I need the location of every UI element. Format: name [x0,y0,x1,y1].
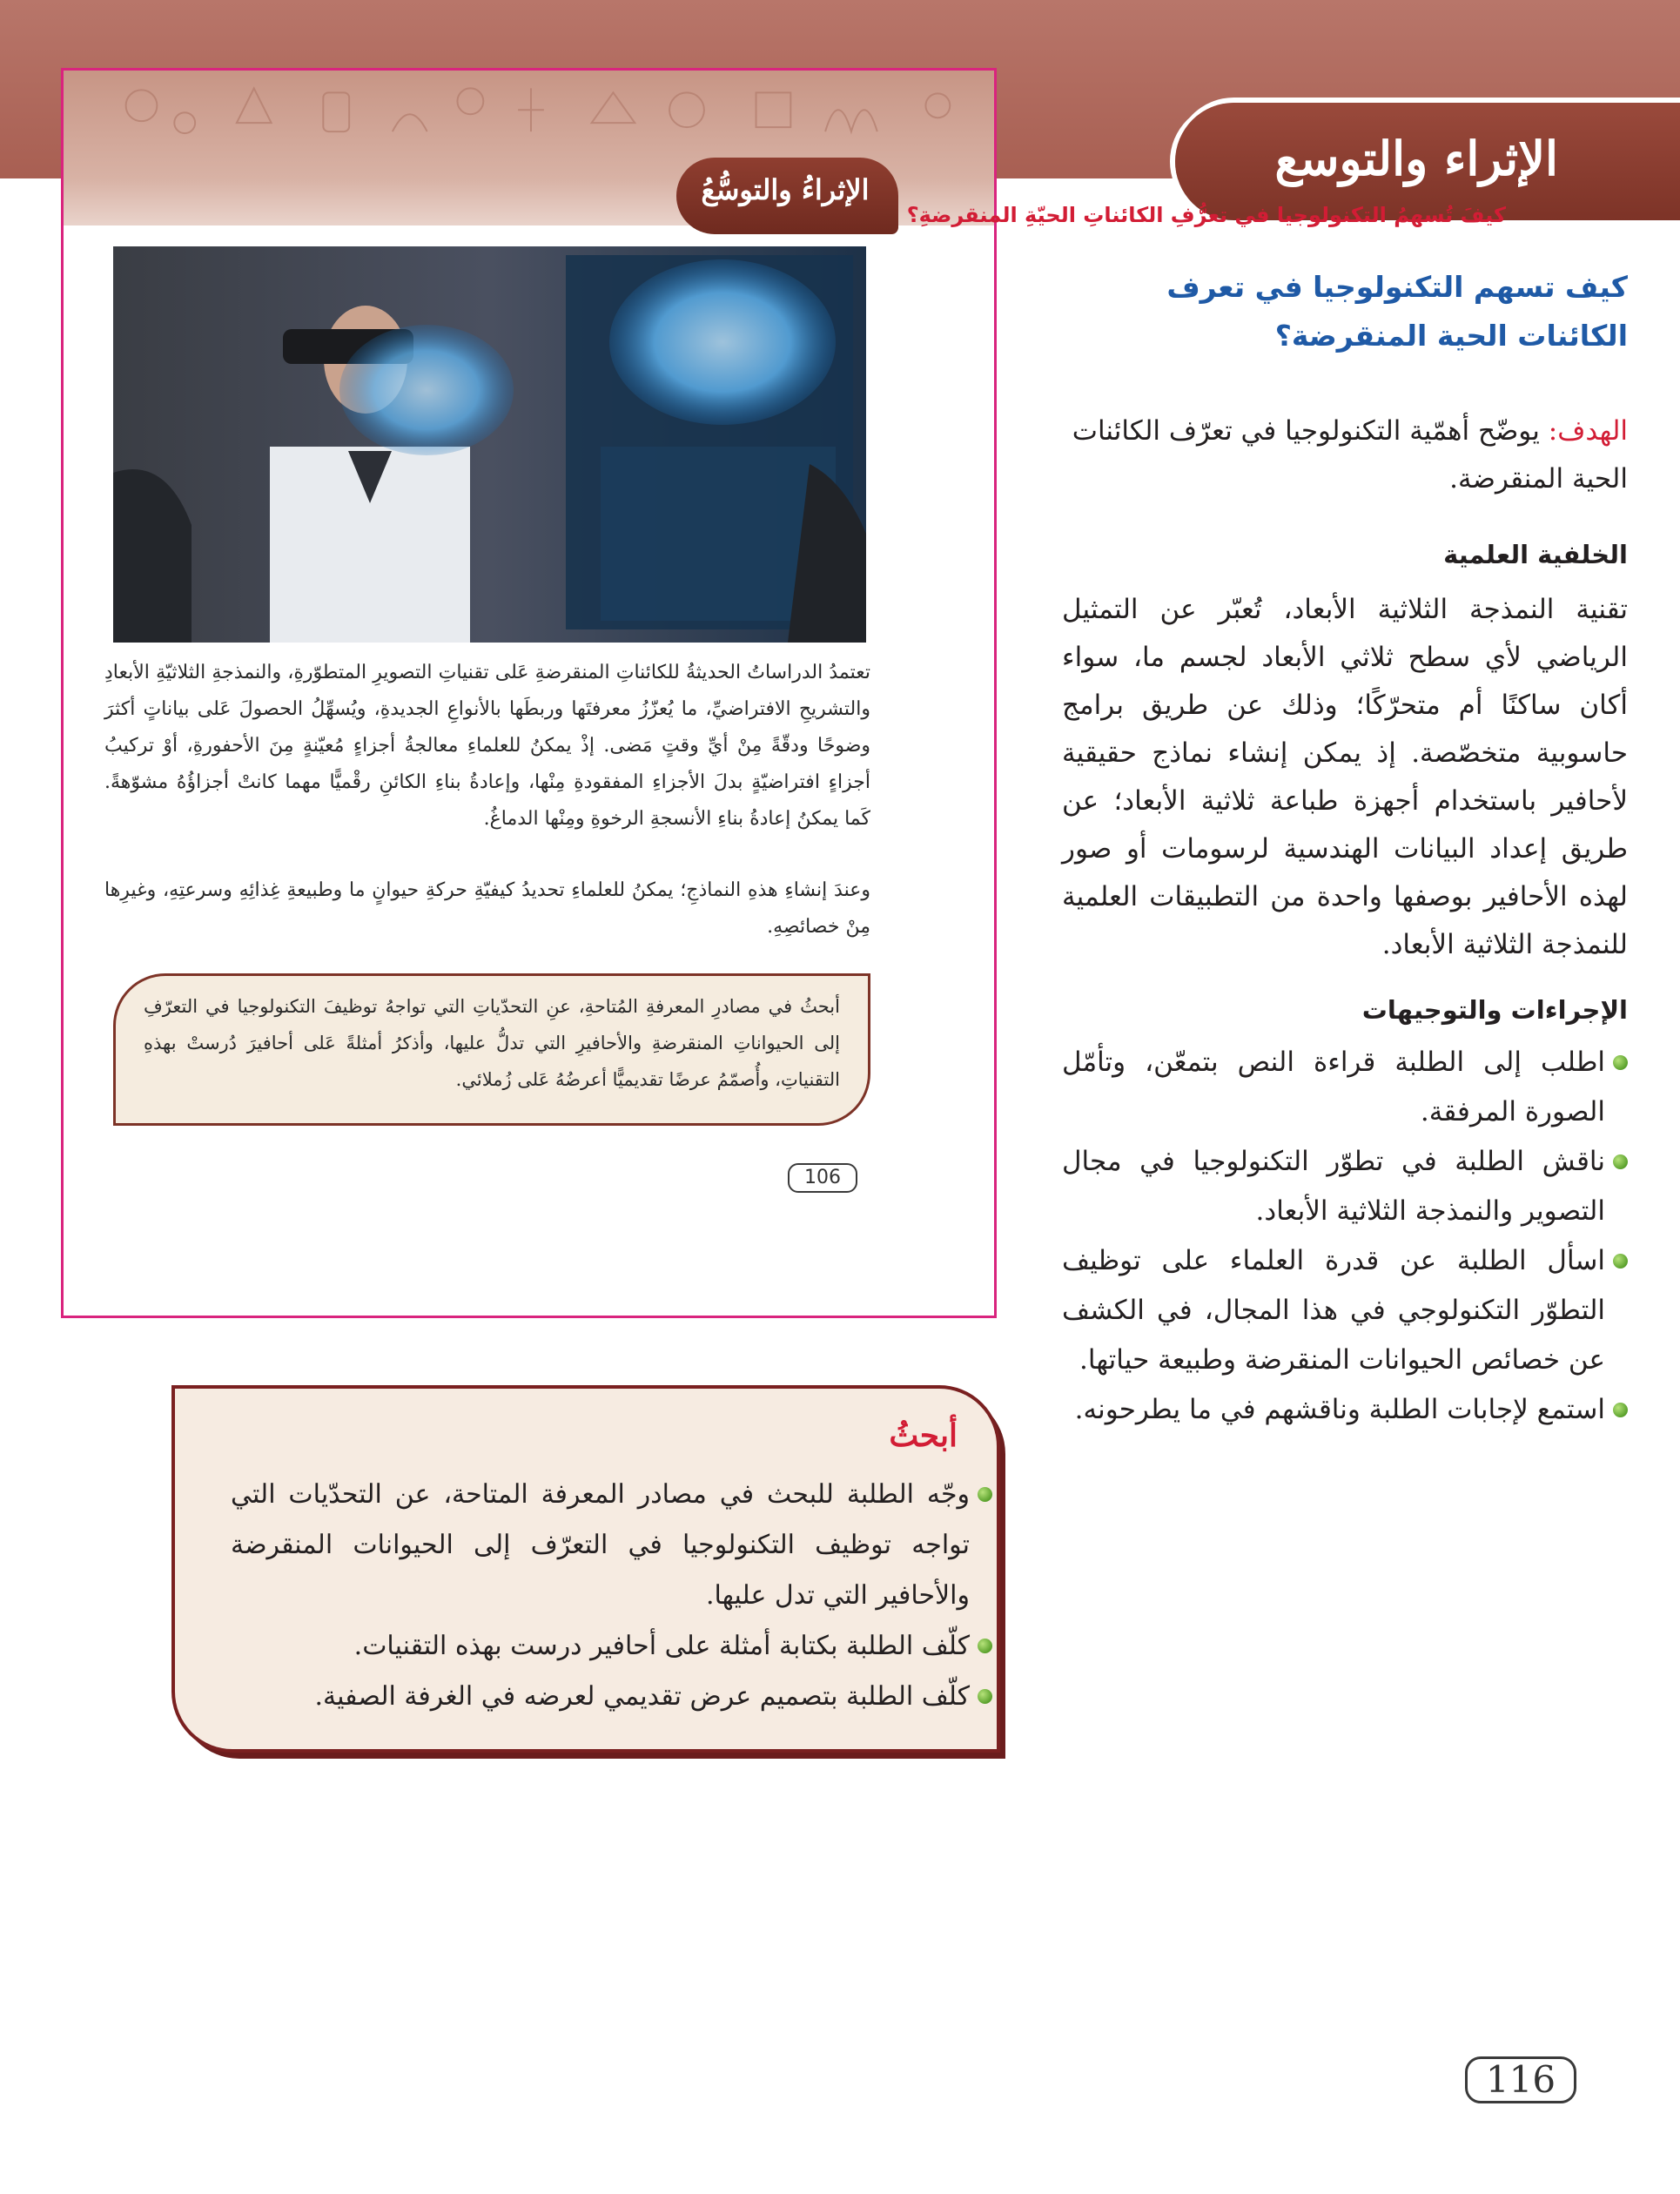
student-paragraph-1: تعتمدُ الدراساتُ الحديثةُ للكائناتِ المنقرضةِ عَلى تقنياتِ التصويرِ المتطوّرةِ، والنمذجةِ الثلاثيّةِ الأبعادِ والتشريحِ الافتراضيِّ، ما يُعزّزُ معرفتَها وربطَها بالأنواعِ الجديدةِ، ويُسهِّلُ الحصولَ عَلى بياناتٍ أكثرَ وضوحًا ودقّةً مِنْ أيِّ وقتٍ مَضى. إذْ يمكنُ للعلماءِ معالجةُ أجزاءٍ مُعيّنةٍ مِنَ الأحفورةِ، أوْ تركيبُ أجزاءٍ افتراضيّةٍ بدلَ الأجزاءِ المفقودةِ مِنْها، وإعادةُ بناءِ الكائنِ رقْميًّا مهما كانتْ أجزاؤُهُ مشوّهةً. كَما يمكنُ إعادةُ بناءِ الأنسجةِ الرخوةِ ومِنْها الدماغُ. [104,662,870,830]
background-heading: الخلفية العلمية [1443,540,1628,569]
teacher-question: كيف تسهم التكنولوجيا في تعرف الكائنات الحية المنقرضة؟ [1166,270,1628,353]
bullet-icon [1613,1154,1628,1169]
section-title: الإثراء والتوسع [1274,131,1558,186]
student-tab-label: الإثراءُ والتوسُّعُ [701,173,870,206]
list-item: وجّه الطلبة للبحث في مصادر المعرفة المتاحة، عن التحدّيات التي تواجه توظيف التكنولوجيا في التعرّف إلى الحيوانات المنقرضة والأحافير التي تدل عليها. [231,1470,992,1621]
bullet-icon [1613,1403,1628,1417]
research-title: أبحثُ [889,1417,958,1454]
goal [1062,407,1628,503]
vr-scientist-photo [113,246,866,643]
list-item: اسأل الطلبة عن قدرة العلماء على توظيف التطوّر التكنولوجي في هذا المجال، في الكشف عن خصائص الحيوانات المنقرضة وطبيعة حياتها. [1062,1236,1628,1385]
list-item: استمع لإجابات الطلبة وناقشهم في ما يطرحونه. [1062,1385,1628,1435]
procedures-list [1062,1038,1628,1435]
list-item: اطلب إلى الطلبة قراءة النص بتمعّن، وتأمّل الصورة المرفقة. [1062,1038,1628,1137]
background-text: تقنية النمذجة الثلاثية الأبعاد، تُعبّر عن التمثيل الرياضي لأي سطح ثلاثي الأبعاد لجسم ما، سواء أكان ساكنًا أم متحرّكًا؛ وذلك عن طريق برامج حاسوبية متخصّصة. إذ يمكن إنشاء نماذج حقيقية لأحافير باستخدام أجهزة طباعة ثلاثية الأبعاد؛ عن طريق إعداد البيانات الهندسية لرسومات أو صور لهذه الأحافير بوصفها واحدة من التطبيقات العلمية للنمذجة الثلاثية الأبعاد. [1062,594,1628,960]
list-item: كلّف الطلبة بكتابة أمثلة على أحافير درست بهذه التقنيات. [231,1621,992,1672]
student-question: كيفَ تُسهمُ التكنولوجيا في تعرُّفِ الكائناتِ الحيّةِ المنقرضةِ؟ [906,203,1506,227]
page-number: 116 [1465,2056,1576,2103]
bullet-icon [978,1639,992,1653]
list-item: كلّف الطلبة بتصميم عرض تقديمي لعرضه في الغرفة الصفية. [231,1672,992,1722]
list-item: ناقش الطلبة في تطوّر التكنولوجيا في مجال التصوير والنمذجة الثلاثية الأبعاد. [1062,1137,1628,1236]
bullet-icon [978,1689,992,1704]
goal-label: الهدف: [1548,415,1628,447]
bullet-icon [1613,1254,1628,1269]
procedures-heading: الإجراءات والتوجيهات [1361,995,1628,1025]
vr-scientist-brain-hologram-photo-icon [113,246,866,643]
goal-text: يوضّح أهمّية التكنولوجيا في تعرّف الكائنات الحية المنقرضة. [1072,415,1628,495]
bullet-icon [1613,1055,1628,1070]
student-paragraph-2: وعندَ إنشاءِ هذهِ النماذجِ؛ يمكنُ للعلماءِ تحديدُ كيفيّةِ حركةِ حيوانٍ ما وطبيعةِ غِذائِهِ وسرعتِهِ، وغيرِها مِنْ خصائصِهِ. [104,879,870,938]
student-research-text: أبحثُ في مصادرِ المعرفةِ المُتاحةِ، عنِ التحدّياتِ التي تواجهُ توظيفَ التكنولوجيا في التعرّفِ إلى الحيواناتِ المنقرضةِ والأحافيرِ التي تدلُّ عليها، وأذكرُ أمثلةً عَلى أحافيرَ دُرستْ بهذهِ التقنياتِ، وأُصمّمُ عرضًا تقديميًّا أعرضُهُ عَلى زُملائي. [144,996,840,1090]
bullet-icon [978,1487,992,1502]
research-list [231,1470,992,1722]
student-page-number: 106 [788,1163,857,1193]
